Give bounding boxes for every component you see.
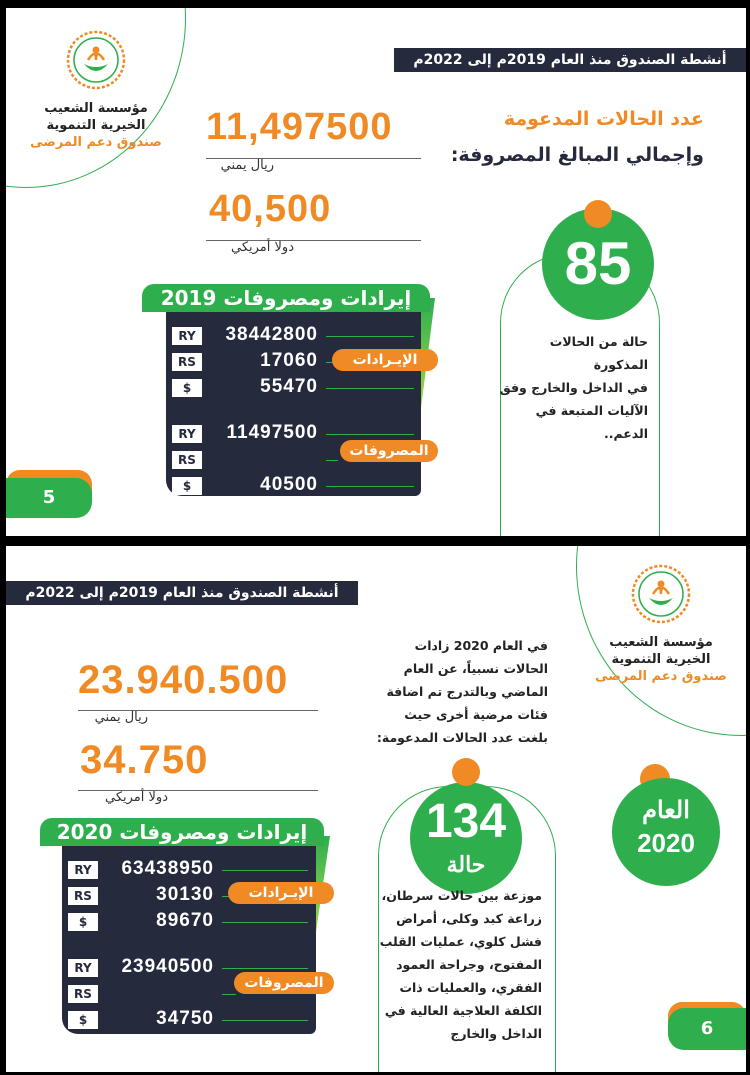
accent-dot xyxy=(584,200,612,228)
row-line xyxy=(326,336,414,337)
row-line xyxy=(326,434,414,435)
total-yer: 11,497500 xyxy=(206,106,393,148)
cases-description xyxy=(498,330,648,445)
row-line xyxy=(222,870,308,871)
logo-name-line1: مؤسسة الشعيب xyxy=(44,101,148,116)
row-line xyxy=(222,968,308,969)
currency-tag: RY xyxy=(68,861,98,879)
total-usd: 40,500 xyxy=(209,188,332,230)
row-line xyxy=(326,486,414,487)
intro-line: الماضي وبالتدرج تم اضافة xyxy=(386,684,548,699)
row-line xyxy=(222,922,308,923)
page-header: أنشطة الصندوق منذ العام 2019م إلى 2022م xyxy=(6,581,358,605)
desc-line: الفقري، والعمليات ذات xyxy=(399,980,542,995)
page-number: 6 xyxy=(668,1008,746,1050)
expense-row-usd xyxy=(166,476,421,496)
currency-tag: RS xyxy=(68,887,98,905)
accent-dot xyxy=(452,758,480,786)
cases-description xyxy=(372,884,542,1045)
foundation-logo-icon xyxy=(66,30,126,90)
revenue-label: الإيـرادات xyxy=(228,882,334,904)
value: 40500 xyxy=(260,474,318,495)
desc-line: موزعة بين حالات سرطان، xyxy=(381,888,542,903)
intro-line: الحالات نسبياً، عن العام xyxy=(403,661,548,676)
desc-line: الداخل والخارج xyxy=(450,1026,542,1041)
row-line xyxy=(222,1020,308,1021)
expense-label: المصروفات xyxy=(234,972,334,994)
intro-text xyxy=(358,634,548,749)
expense-row-usd xyxy=(62,1010,316,1030)
value: 63438950 xyxy=(121,858,214,879)
page-number: 5 xyxy=(6,478,92,518)
desc-line: الآليات المتبعة في الدعم.. xyxy=(535,403,648,441)
page-6 xyxy=(6,546,746,1072)
desc-line: في الداخل والخارج وفق xyxy=(499,380,648,395)
currency-tag: $ xyxy=(172,379,202,397)
logo-name-line2: الخيرية التنموية xyxy=(611,652,711,667)
revenue-row-ry xyxy=(62,860,316,880)
desc-line: الكلفة العلاجية العالية في xyxy=(384,1003,542,1018)
year-badge xyxy=(612,778,720,886)
foundation-logo-icon xyxy=(631,564,691,624)
row-line xyxy=(222,994,236,995)
amounts-title: وإجمالي المبالغ المصروفة: xyxy=(450,144,704,166)
panel-title: إيرادات ومصروفات 2020 xyxy=(40,818,324,846)
currency-tag: $ xyxy=(68,913,98,931)
year-word: العام xyxy=(642,797,690,824)
finance-panel xyxy=(166,312,421,496)
currency-tag: RS xyxy=(68,985,98,1003)
desc-line: المفتوح، وجراحة العمود xyxy=(396,957,542,972)
yer-label: ريال يمني xyxy=(94,710,148,725)
currency-tag: RY xyxy=(172,425,202,443)
row-line xyxy=(326,388,414,389)
cases-word: حالة xyxy=(446,852,486,877)
cases-title: عدد الحالات المدعومة xyxy=(503,108,704,130)
desc-line: زراعة كبد وكلى، أمراض xyxy=(396,911,542,926)
intro-line: بلغت عدد الحالات المدعومة: xyxy=(376,730,548,745)
value: 11497500 xyxy=(226,422,318,443)
currency-tag: RY xyxy=(172,327,202,345)
yer-label: ريال يمني xyxy=(220,158,274,173)
value: 38442800 xyxy=(225,324,318,345)
expense-label: المصروفات xyxy=(340,440,438,462)
logo-name-line1: مؤسسة الشعيب xyxy=(609,635,713,650)
cases-circle xyxy=(410,782,522,894)
logo-fund-name: صندوق دعم المرضى xyxy=(595,669,727,684)
currency-tag: $ xyxy=(172,477,202,495)
value: 55470 xyxy=(260,376,318,397)
panel-title: إيرادات ومصروفات 2019 xyxy=(142,284,430,312)
cases-count: 85 xyxy=(542,208,654,320)
desc-line: حالة من الحالات المذكورة xyxy=(549,334,648,372)
desc-line: فشل كلوي، عمليات القلب xyxy=(379,934,542,949)
total-usd: 34.750 xyxy=(80,738,209,782)
finance-panel xyxy=(62,846,316,1034)
total-yer: 23.940.500 xyxy=(78,658,289,702)
revenue-row-usd xyxy=(166,378,421,398)
page-5 xyxy=(6,8,746,536)
revenue-row-ry xyxy=(166,326,421,346)
revenue-label: الإيـرادات xyxy=(332,349,438,371)
logo-name-line2: الخيرية التنموية xyxy=(46,118,146,133)
currency-tag: RS xyxy=(172,451,202,469)
currency-tag: RS xyxy=(172,353,202,371)
year-value: 2020 xyxy=(637,828,695,858)
cases-count: 134 xyxy=(425,795,507,848)
row-line xyxy=(326,460,338,461)
foundation-logo xyxy=(586,564,736,686)
value: 17060 xyxy=(260,350,318,371)
foundation-logo xyxy=(21,30,171,152)
value: 30130 xyxy=(156,884,214,905)
value: 34750 xyxy=(156,1008,214,1029)
logo-fund-name: صندوق دعم المرضى xyxy=(30,135,162,150)
currency-tag: RY xyxy=(68,959,98,977)
currency-tag: $ xyxy=(68,1011,98,1029)
value: 89670 xyxy=(156,910,214,931)
usd-label: دولا أمريكي xyxy=(105,790,168,805)
intro-line: فئات مرضية أخرى حيث xyxy=(404,707,548,722)
intro-line: في العام 2020 زادات xyxy=(414,638,548,653)
revenue-row-usd xyxy=(62,912,316,932)
usd-label: دولا أمريكي xyxy=(231,240,294,255)
value: 23940500 xyxy=(121,956,214,977)
page-header: أنشطة الصندوق منذ العام 2019م إلى 2022م xyxy=(394,48,746,72)
